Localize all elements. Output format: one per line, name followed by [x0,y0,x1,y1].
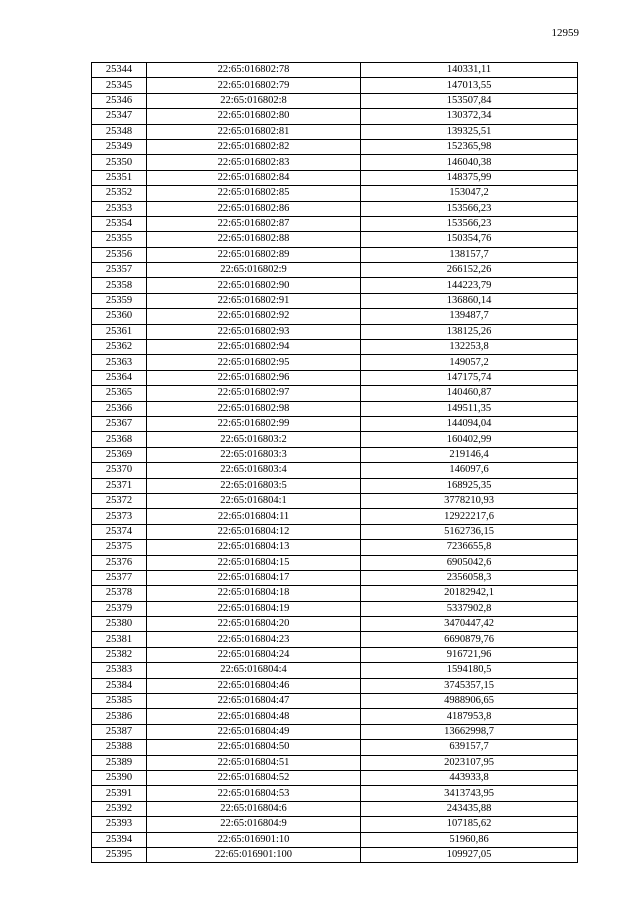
row-number-cell: 25371 [92,478,147,493]
row-number-cell: 25372 [92,493,147,508]
row-number-cell: 25348 [92,124,147,139]
cadastral-value-cell: 136860,14 [361,293,578,308]
cadastral-value-cell: 5162736,15 [361,524,578,539]
cadastral-number-cell: 22:65:016802:79 [147,78,361,93]
table-row [92,801,578,816]
cadastral-number-cell: 22:65:016802:83 [147,155,361,170]
row-number-cell: 25381 [92,632,147,647]
cadastral-value-cell: 3413743,95 [361,786,578,801]
table-row [92,786,578,801]
cadastral-number-cell: 22:65:016804:50 [147,740,361,755]
table-row [92,524,578,539]
row-number-cell: 25346 [92,93,147,108]
row-number-cell: 25376 [92,555,147,570]
table-row [92,663,578,678]
row-number-cell: 25368 [92,432,147,447]
cadastral-value-table [91,62,578,863]
cadastral-value-cell: 443933,8 [361,770,578,785]
cadastral-value-cell: 160402,99 [361,432,578,447]
cadastral-number-cell: 22:65:016802:92 [147,309,361,324]
cadastral-value-cell: 140331,11 [361,63,578,78]
table-row [92,601,578,616]
table-row [92,186,578,201]
table-row [92,370,578,385]
cadastral-number-cell: 22:65:016802:86 [147,201,361,216]
cadastral-value-cell: 153047,2 [361,186,578,201]
table-row [92,124,578,139]
cadastral-number-cell: 22:65:016804:23 [147,632,361,647]
cadastral-number-cell: 22:65:016802:78 [147,63,361,78]
row-number-cell: 25350 [92,155,147,170]
cadastral-value-cell: 150354,76 [361,232,578,247]
row-number-cell: 25366 [92,401,147,416]
table-row [92,232,578,247]
row-number-cell: 25370 [92,463,147,478]
cadastral-number-cell: 22:65:016802:97 [147,386,361,401]
cadastral-number-cell: 22:65:016804:49 [147,724,361,739]
cadastral-number-cell: 22:65:016802:94 [147,340,361,355]
cadastral-value-cell: 149057,2 [361,355,578,370]
cadastral-value-cell: 109927,05 [361,847,578,862]
row-number-cell: 25382 [92,647,147,662]
table-row [92,216,578,231]
cadastral-value-cell: 639157,7 [361,740,578,755]
table-row [92,493,578,508]
table-row [92,540,578,555]
table-row [92,263,578,278]
cadastral-value-cell: 146040,38 [361,155,578,170]
row-number-cell: 25374 [92,524,147,539]
cadastral-number-cell: 22:65:016804:51 [147,755,361,770]
cadastral-number-cell: 22:65:016802:91 [147,293,361,308]
cadastral-number-cell: 22:65:016804:52 [147,770,361,785]
table-row [92,309,578,324]
table-row [92,570,578,585]
cadastral-number-cell: 22:65:016803:5 [147,478,361,493]
cadastral-number-cell: 22:65:016804:11 [147,509,361,524]
table-row [92,93,578,108]
cadastral-value-cell: 130372,34 [361,109,578,124]
cadastral-value-cell: 144223,79 [361,278,578,293]
table-row [92,201,578,216]
cadastral-number-cell: 22:65:016802:85 [147,186,361,201]
table-row [92,463,578,478]
row-number-cell: 25359 [92,293,147,308]
row-number-cell: 25379 [92,601,147,616]
cadastral-number-cell: 22:65:016803:3 [147,447,361,462]
table-row [92,647,578,662]
cadastral-number-cell: 22:65:016802:9 [147,263,361,278]
table-body [92,63,578,863]
table-row [92,155,578,170]
table-row [92,355,578,370]
cadastral-number-cell: 22:65:016802:93 [147,324,361,339]
cadastral-number-cell: 22:65:016804:15 [147,555,361,570]
cadastral-value-cell: 139487,7 [361,309,578,324]
row-number-cell: 25349 [92,139,147,154]
cadastral-number-cell: 22:65:016802:82 [147,139,361,154]
row-number-cell: 25385 [92,694,147,709]
cadastral-number-cell: 22:65:016804:12 [147,524,361,539]
cadastral-number-cell: 22:65:016802:84 [147,170,361,185]
table-row [92,832,578,847]
table-row [92,724,578,739]
cadastral-number-cell: 22:65:016804:9 [147,817,361,832]
cadastral-value-cell: 20182942,1 [361,586,578,601]
row-number-cell: 25369 [92,447,147,462]
cadastral-value-cell: 148375,99 [361,170,578,185]
cadastral-number-cell: 22:65:016802:90 [147,278,361,293]
cadastral-value-cell: 138125,26 [361,324,578,339]
row-number-cell: 25353 [92,201,147,216]
row-number-cell: 25345 [92,78,147,93]
cadastral-value-cell: 3745357,15 [361,678,578,693]
cadastral-number-cell: 22:65:016804:24 [147,647,361,662]
table-row [92,847,578,862]
cadastral-value-cell: 916721,96 [361,647,578,662]
table-row [92,109,578,124]
cadastral-number-cell: 22:65:016804:46 [147,678,361,693]
cadastral-value-cell: 144094,04 [361,416,578,431]
cadastral-value-cell: 147175,74 [361,370,578,385]
row-number-cell: 25352 [92,186,147,201]
cadastral-number-cell: 22:65:016804:4 [147,663,361,678]
cadastral-value-cell: 5337902,8 [361,601,578,616]
cadastral-number-cell: 22:65:016804:13 [147,540,361,555]
row-number-cell: 25380 [92,617,147,632]
table-row [92,817,578,832]
cadastral-number-cell: 22:65:016804:48 [147,709,361,724]
cadastral-number-cell: 22:65:016804:18 [147,586,361,601]
row-number-cell: 25360 [92,309,147,324]
cadastral-number-cell: 22:65:016802:8 [147,93,361,108]
table-row [92,586,578,601]
row-number-cell: 25373 [92,509,147,524]
table-row [92,432,578,447]
cadastral-value-cell: 153566,23 [361,201,578,216]
row-number-cell: 25355 [92,232,147,247]
cadastral-value-cell: 1594180,5 [361,663,578,678]
cadastral-value-cell: 4187953,8 [361,709,578,724]
cadastral-number-cell: 22:65:016804:1 [147,493,361,508]
table-row [92,709,578,724]
cadastral-value-cell: 51960,86 [361,832,578,847]
cadastral-value-cell: 140460,87 [361,386,578,401]
row-number-cell: 25383 [92,663,147,678]
cadastral-value-cell: 132253,8 [361,340,578,355]
row-number-cell: 25388 [92,740,147,755]
row-number-cell: 25361 [92,324,147,339]
cadastral-value-cell: 168925,35 [361,478,578,493]
table-row [92,478,578,493]
cadastral-number-cell: 22:65:016802:88 [147,232,361,247]
cadastral-value-cell: 243435,88 [361,801,578,816]
row-number-cell: 25356 [92,247,147,262]
row-number-cell: 25358 [92,278,147,293]
row-number-cell: 25392 [92,801,147,816]
row-number-cell: 25377 [92,570,147,585]
table-row [92,78,578,93]
cadastral-value-cell: 6905042,6 [361,555,578,570]
table-row [92,401,578,416]
cadastral-number-cell: 22:65:016802:81 [147,124,361,139]
cadastral-value-cell: 6690879,76 [361,632,578,647]
row-number-cell: 25364 [92,370,147,385]
cadastral-number-cell: 22:65:016802:80 [147,109,361,124]
row-number-cell: 25389 [92,755,147,770]
cadastral-number-cell: 22:65:016804:47 [147,694,361,709]
table-row [92,247,578,262]
table-row [92,170,578,185]
row-number-cell: 25386 [92,709,147,724]
table-row [92,139,578,154]
cadastral-value-cell: 3470447,42 [361,617,578,632]
table-row [92,632,578,647]
cadastral-value-cell: 219146,4 [361,447,578,462]
cadastral-value-cell: 107185,62 [361,817,578,832]
cadastral-number-cell: 22:65:016802:99 [147,416,361,431]
page-number: 12959 [551,27,579,39]
cadastral-value-cell: 266152,26 [361,263,578,278]
table-row [92,63,578,78]
row-number-cell: 25390 [92,770,147,785]
cadastral-value-cell: 146097,6 [361,463,578,478]
table-row [92,755,578,770]
row-number-cell: 25378 [92,586,147,601]
cadastral-value-cell: 2023107,95 [361,755,578,770]
cadastral-value-cell: 13662998,7 [361,724,578,739]
cadastral-value-cell: 153507,84 [361,93,578,108]
table-row [92,617,578,632]
table-row [92,324,578,339]
cadastral-value-cell: 149511,35 [361,401,578,416]
cadastral-number-cell: 22:65:016804:20 [147,617,361,632]
row-number-cell: 25395 [92,847,147,862]
cadastral-number-cell: 22:65:016804:19 [147,601,361,616]
cadastral-number-cell: 22:65:016802:98 [147,401,361,416]
table-row [92,386,578,401]
cadastral-value-cell: 152365,98 [361,139,578,154]
table-row [92,278,578,293]
row-number-cell: 25393 [92,817,147,832]
row-number-cell: 25354 [92,216,147,231]
cadastral-value-cell: 7236655,8 [361,540,578,555]
cadastral-value-cell: 12922217,6 [361,509,578,524]
row-number-cell: 25351 [92,170,147,185]
cadastral-number-cell: 22:65:016802:95 [147,355,361,370]
cadastral-number-cell: 22:65:016803:2 [147,432,361,447]
cadastral-value-cell: 138157,7 [361,247,578,262]
cadastral-number-cell: 22:65:016802:87 [147,216,361,231]
cadastral-number-cell: 22:65:016804:53 [147,786,361,801]
cadastral-number-cell: 22:65:016802:89 [147,247,361,262]
row-number-cell: 25357 [92,263,147,278]
table-row [92,293,578,308]
table-row [92,447,578,462]
table-row [92,740,578,755]
table-row [92,416,578,431]
row-number-cell: 25363 [92,355,147,370]
row-number-cell: 25344 [92,63,147,78]
row-number-cell: 25384 [92,678,147,693]
cadastral-number-cell: 22:65:016901:10 [147,832,361,847]
row-number-cell: 25375 [92,540,147,555]
cadastral-number-cell: 22:65:016803:4 [147,463,361,478]
cadastral-number-cell: 22:65:016804:17 [147,570,361,585]
cadastral-value-cell: 4988906,65 [361,694,578,709]
table-row [92,509,578,524]
cadastral-number-cell: 22:65:016802:96 [147,370,361,385]
table-row [92,678,578,693]
cadastral-number-cell: 22:65:016804:6 [147,801,361,816]
row-number-cell: 25347 [92,109,147,124]
row-number-cell: 25365 [92,386,147,401]
table-row [92,770,578,785]
cadastral-value-cell: 139325,51 [361,124,578,139]
table-row [92,694,578,709]
table-row [92,555,578,570]
cadastral-value-cell: 147013,55 [361,78,578,93]
cadastral-value-cell: 3778210,93 [361,493,578,508]
cadastral-value-cell: 2356058,3 [361,570,578,585]
table-row [92,340,578,355]
row-number-cell: 25394 [92,832,147,847]
row-number-cell: 25387 [92,724,147,739]
cadastral-number-cell: 22:65:016901:100 [147,847,361,862]
row-number-cell: 25391 [92,786,147,801]
row-number-cell: 25367 [92,416,147,431]
row-number-cell: 25362 [92,340,147,355]
cadastral-value-cell: 153566,23 [361,216,578,231]
